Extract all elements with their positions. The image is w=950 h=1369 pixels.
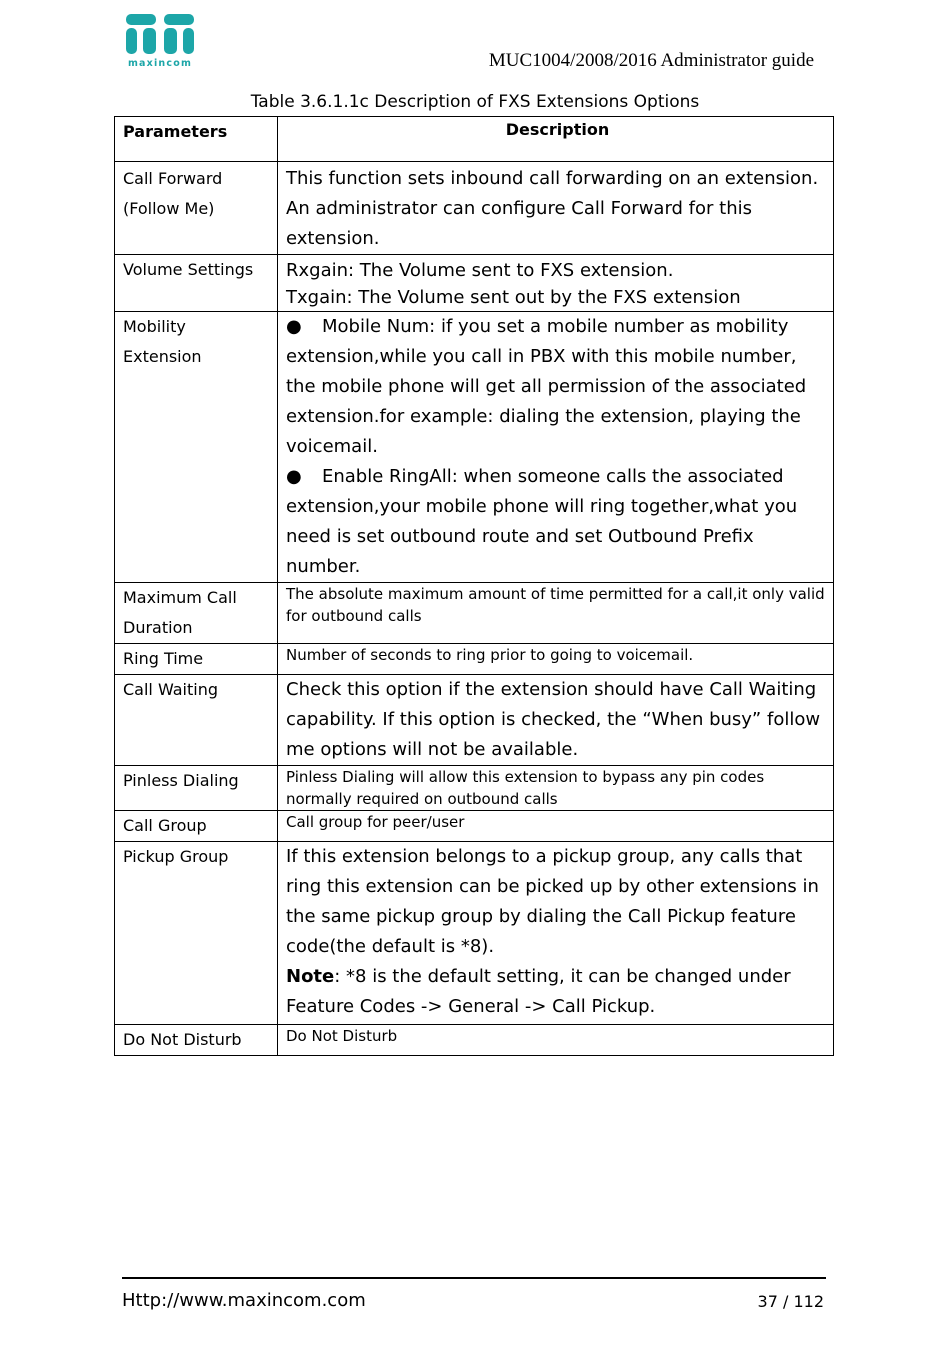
footer-url: Http://www.maxincom.com <box>122 1290 366 1311</box>
bullet-icon: ● <box>286 316 302 337</box>
desc-cell <box>278 1025 834 1056</box>
desc-cell <box>278 255 834 312</box>
param-cell <box>115 583 278 644</box>
desc-cell <box>278 162 834 255</box>
param-cell <box>115 312 278 583</box>
param-cell <box>115 842 278 1025</box>
table-caption: Table 3.6.1.1c Description of FXS Extensions Options <box>250 92 700 112</box>
param-name: (Follow Me) <box>123 199 215 218</box>
document-title: MUC1004/2008/2016 Administrator guide <box>488 50 814 71</box>
fxs-options-table <box>114 116 834 1056</box>
param-name: Pickup Group <box>123 847 229 866</box>
table-row <box>115 255 834 312</box>
desc-text: Txgain: The Volume sent out by the FXS extension <box>286 287 741 308</box>
param-name: Call Waiting <box>123 680 219 699</box>
param-name: Do Not Disturb <box>123 1030 242 1049</box>
desc-text: Enable RingAll: when someone calls the associated extension,your mobile phone will ring together,what you need is set outbound route and set Outbound Prefix number. <box>286 466 798 577</box>
desc-text: Pinless Dialing will allow this extension to bypass any pin codes normally required on outbound calls <box>286 768 765 808</box>
param-name: Mobility <box>123 317 186 336</box>
desc-text: Rxgain: The Volume sent to FXS extension. <box>286 260 674 281</box>
param-cell <box>115 255 278 312</box>
bullet-icon: ● <box>286 466 302 487</box>
param-cell <box>115 675 278 766</box>
desc-cell <box>278 583 834 644</box>
desc-cell <box>278 842 834 1025</box>
footer-divider <box>122 1277 826 1279</box>
note-label: Note <box>286 966 335 987</box>
desc-text: Do Not Disturb <box>286 1027 398 1045</box>
desc-text: Check this option if the extension should have Call Waiting capability. If this option is checked, the “When busy” follow me options will not be available. <box>286 679 821 760</box>
list-item <box>286 462 829 582</box>
param-name: Call Forward <box>123 169 223 188</box>
column-header-description: Description <box>278 117 834 162</box>
param-cell <box>115 811 278 842</box>
desc-text: Number of seconds to ring prior to going to voicemail. <box>286 646 694 664</box>
table-row <box>115 312 834 583</box>
table-row <box>115 766 834 811</box>
table-row <box>115 842 834 1025</box>
desc-text: Mobile Num: if you set a mobile number as mobility extension,while you call in PBX with this mobile number, the mobile phone will get all permission of the associated extension.for example: dialing the extension, playing the voicemail. <box>286 316 807 457</box>
param-name: Duration <box>123 618 193 637</box>
desc-text: If this extension belongs to a pickup group, any calls that ring this extension can be picked up by other extensions in the same pickup group by dialing the Call Pickup feature code(the default is *8). <box>286 846 819 957</box>
list-item <box>286 312 829 462</box>
table-header-row <box>115 117 834 162</box>
logo-text: maxincom <box>127 58 193 69</box>
desc-text: The absolute maximum amount of time permitted for a call,it only valid for outbound calls <box>286 585 825 625</box>
note-body: : *8 is the default setting, it can be changed under Feature Codes -> General -> Call Pickup. <box>286 966 791 1017</box>
param-cell <box>115 644 278 675</box>
table-row <box>115 1025 834 1056</box>
note-text <box>286 962 829 1022</box>
param-cell <box>115 1025 278 1056</box>
table-row <box>115 162 834 255</box>
column-header-parameters: Parameters <box>115 117 278 162</box>
param-name: Call Group <box>123 816 207 835</box>
desc-text: This function sets inbound call forwarding on an extension. An administrator can configure Call Forward for this extension. <box>286 168 819 249</box>
desc-cell <box>278 811 834 842</box>
desc-text: Call group for peer/user <box>286 813 465 831</box>
param-cell <box>115 162 278 255</box>
param-name: Extension <box>123 347 202 366</box>
param-name: Volume Settings <box>123 260 254 279</box>
desc-cell <box>278 312 834 583</box>
param-name: Pinless Dialing <box>123 771 239 790</box>
desc-cell <box>278 766 834 811</box>
param-name: Ring Time <box>123 649 204 668</box>
desc-cell <box>278 675 834 766</box>
page-number: 37 / 112 <box>757 1292 824 1311</box>
table-row <box>115 811 834 842</box>
table-row <box>115 644 834 675</box>
table-row <box>115 675 834 766</box>
param-name: Maximum Call <box>123 588 237 607</box>
param-cell <box>115 766 278 811</box>
desc-cell <box>278 644 834 675</box>
table-row <box>115 583 834 644</box>
